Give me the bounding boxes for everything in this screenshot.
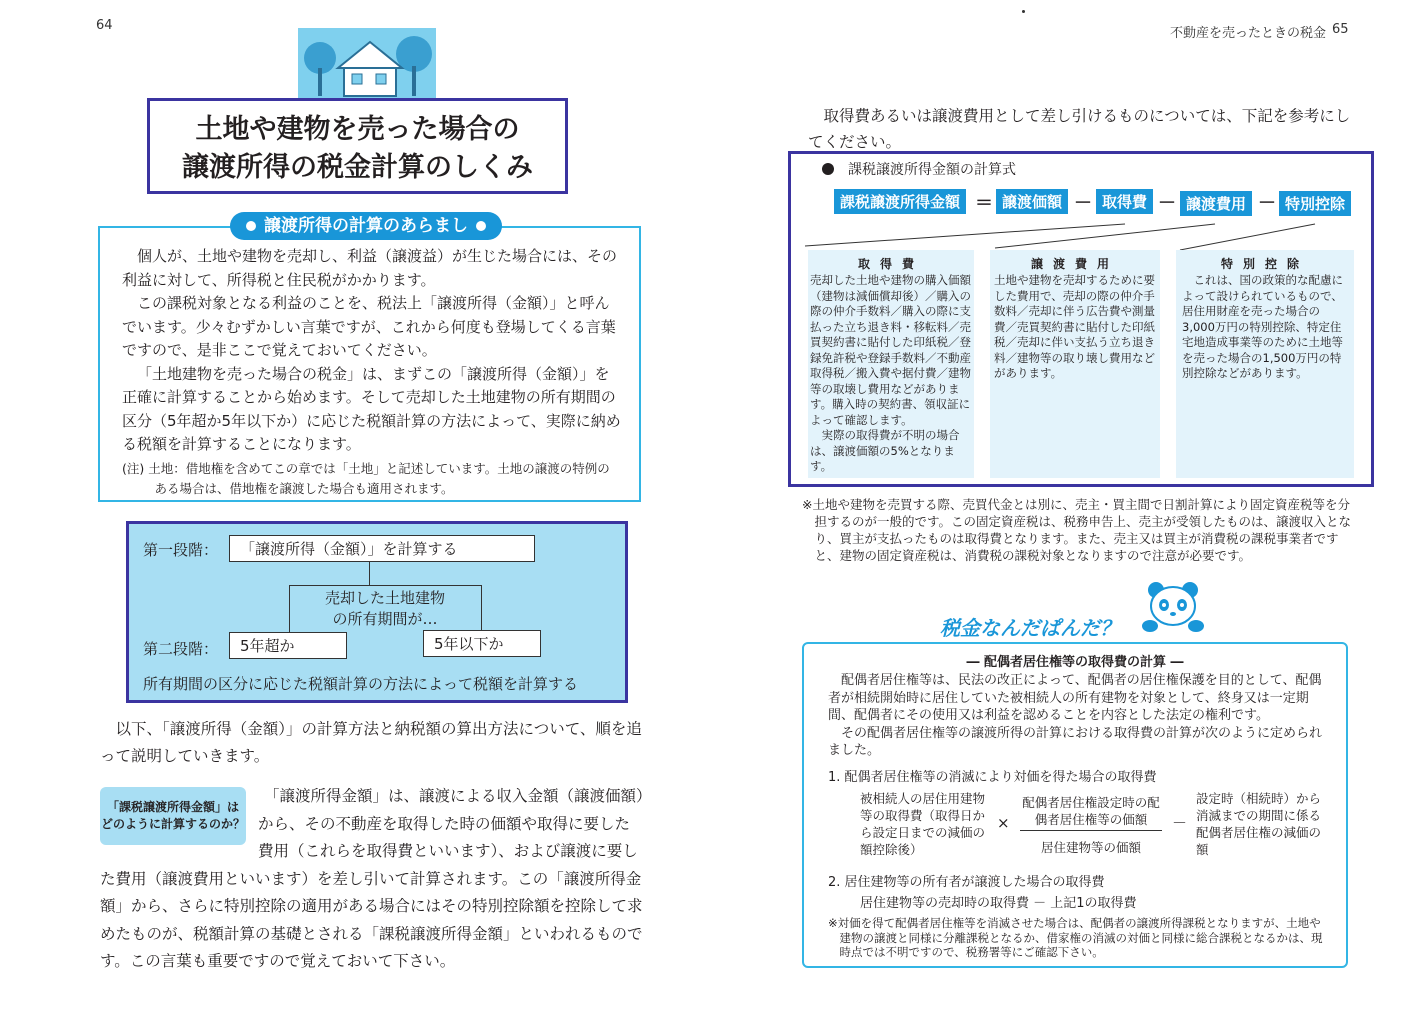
column-transfer-cost [990,250,1160,478]
page-title-line1: 土地や建物を売った場合の [195,114,520,145]
panda-note: ※対価を得て配偶者居住権等を消滅させた場合は、配偶者の譲渡所得課税となりますが、土地や建物の譲渡と同様に分離課税となるか、借家権の消滅の対価と同様に総合課税となるかは、現時点では不明ですので、税務署等にご確認下さい。 [828,916,1323,959]
summary-note: (注) 土地：借地権を含めてこの章では「土地」と記述しています。土地の譲渡の特例のある場合は、借地権を譲渡した場合も適用されます。 [122,460,610,496]
panda-icon [1140,578,1206,638]
stage1-box: 「譲渡所得（金額）」を計算する [229,535,535,562]
panda-paragraph: その配偶者居住権等の譲渡所得の計算における取得費の計算が次のように定められました。 [828,725,1323,758]
formula-minus: － [1158,193,1176,214]
column-text: これは、国の政策的な配慮によって設けられているもので、居住用財産を売った場合の3,000万円の特別控除、特定住宅地造成事業等のために土地等を売った場合の1,500万円の特別控除などがあります。 [1182,273,1343,380]
fraction-bar [1020,830,1162,831]
flow-chart [126,521,628,703]
page-title-line2: 譲渡所得の税金計算のしくみ [182,152,533,183]
summary-paragraph: この課税対象となる利益のことを、税法上「譲渡所得（金額）」と呼んでいます。少々むずかしい言葉ですが、これから何度も登場してくる言葉ですので、是非ここで覚えておいてください。 [122,294,616,359]
running-head: 不動産を売ったときの税金 [1170,26,1327,41]
formula-term-sale-price: 譲渡価額 [996,189,1068,214]
dot-mark [1022,10,1025,13]
panda-heading: ― 配偶者居住権等の取得費の計算 ― [966,655,1184,670]
stage1-label: 第一段階： [143,541,219,559]
flow-footer: 所有期間の区分に応じた税額計算の方法によって税額を計算する [143,675,579,693]
side-badge: 「課税譲渡所得金額」は どのように計算するのか？ [100,787,246,845]
formula-result: 課税譲渡所得金額 [834,189,966,214]
column-special-deduction [1176,250,1354,478]
formula-equals: ＝ [975,193,993,214]
column-title: 税金なんだぱんだ？ [940,616,1120,640]
column-heading: 譲渡費用 [1030,257,1119,271]
column-heading: 取得費 [857,257,924,271]
footnote: ※土地や建物を売買する際、売買代金とは別に、売主・買主間で日割計算により固定資産税等を分担するのが一般的です。この固定資産税は、税務申告上、売主が受領したものは、譲渡収入となり、買主が支払ったものは取得費となります。また、売主又は買主が消費税の課税事業者ですと、建物の固定資産税は、消費税の課税対象となりますので注意が必要です。 [802,497,1352,563]
column-note: 実際の取得費が不明の場合は、譲渡価額の5%となります。 [810,428,960,473]
column-acquisition-cost [808,250,974,478]
option-5-years-or-less: 5年以下か [423,630,541,657]
bullet-icon [246,221,256,231]
page-number-left: 64 [96,18,113,33]
column-text: 売却した土地や建物の購入価額（建物は減価償却後）／購入の際の仲介手数料／購入の際に支払った立ち退き料・移転料／売買契約書に貼付した印紙税／登録免許税や登録手数料／不動産取得税／搬入費や据付費／建物等の取壊し費用などがあります。購入時の契約書、領収証によって確認します。 [810,273,971,427]
formula-term-acquisition-cost: 取得費 [1096,189,1153,214]
item1-formula-numerator: 配偶者居住権設定時の配偶者居住権等の価額 [1022,795,1160,827]
item1-title: 1. 配偶者居住権等の消滅により対価を得た場合の取得費 [828,770,1157,785]
formula-minus: － [1074,193,1092,214]
summary-paragraph: 「土地建物を売った場合の税金」は、まずこの「譲渡所得（金額）」を正確に計算することから始めます。そして売却した土地建物の所有期間の区分（5年超か5年以下か）に応じた税額計算の方法によって、実際に納める税額を計算することになります。 [122,364,621,453]
intro-text: 以下、「譲渡所得（金額）」の計算方法と納税額の算出方法について、順を追って説明していきます。 [100,720,642,765]
formula-term-special-deduction: 特別控除 [1279,191,1351,216]
right-intro-text: 取得費あるいは譲渡費用として差し引けるものについては、下記を参考にしてください。 [808,107,1351,151]
column-heading: 特別控除 [1220,257,1309,271]
item1-formula-minus: － [1172,814,1188,832]
stage2-label: 第二段階： [143,640,219,658]
formula-term-transfer-cost: 譲渡費用 [1180,191,1252,216]
column-text: 土地や建物を売却するために要した費用で、売却の際の仲介手数料／売却に伴う広告費や測量費／売買契約書に貼付した印紙税／売却に伴い支払う立ち退き料／建物等の取り壊し費用などがあります。 [994,273,1155,380]
summary-paragraph: 個人が、土地や建物を売却し、利益（譲渡益）が生じた場合には、その利益に対して、所得税と住民税がかかります。 [122,247,618,289]
summary-heading: 譲渡所得の計算のあらまし [230,212,502,240]
item1-formula-denominator: 居住建物等の価額 [1040,840,1141,855]
panda-paragraphs [828,672,1328,760]
page-number-right: 65 [1332,22,1349,37]
holding-period-question: 売却した土地建物 の所有期間が… [324,589,445,628]
item1-formula-times: × [997,814,1010,832]
formula-title: 課税譲渡所得金額の計算式 [822,159,1016,179]
item1-formula-left: 被相続人の居住用建物等の取得費（取得日から設定日までの減価の額控除後） [860,791,986,857]
item1-formula-right: 設定時（相続時）から消滅までの期間に係る配偶者居住権の減価の額 [1196,791,1322,857]
panda-paragraph: 配偶者居住権等は、民法の改正によって、配偶者の居住権保護を目的として、配偶者が相続開始時に居住していた被相続人の所有建物を対象として、終身又は一定期間、配偶者にその使用又は利益を認めることを内容とした法定の権利です。 [828,673,1322,723]
bullet-icon [476,221,486,231]
formula-minus: － [1258,193,1276,214]
title-box [147,98,568,194]
summary-body [122,245,622,499]
item2-formula: 居住建物等の売却時の取得費 － 上記1の取得費 [860,896,1137,911]
bullet-icon [822,163,834,175]
item2-title: 2. 居住建物等の所有者が譲渡した場合の取得費 [828,875,1105,890]
house-illustration [298,28,436,100]
option-over-5-years: 5年超か [229,632,347,659]
explanation-text: 「譲渡所得金額」は、譲渡による収入金額（譲渡価額）から、その不動産を取得した時の価額や取得に要した費用（これらを取得費といいます）、および譲渡に要した費用（譲渡費用といいます）を差し引いて計算されます。この「譲渡所得金額」から、さらに特別控除の適用がある場合にはその特別控除額を控除して求めたものが、税額計算の基礎とされる「課税譲渡所得金額」といわれるものです。この言葉も重要ですので覚えておいて下さい。 [100,787,644,970]
